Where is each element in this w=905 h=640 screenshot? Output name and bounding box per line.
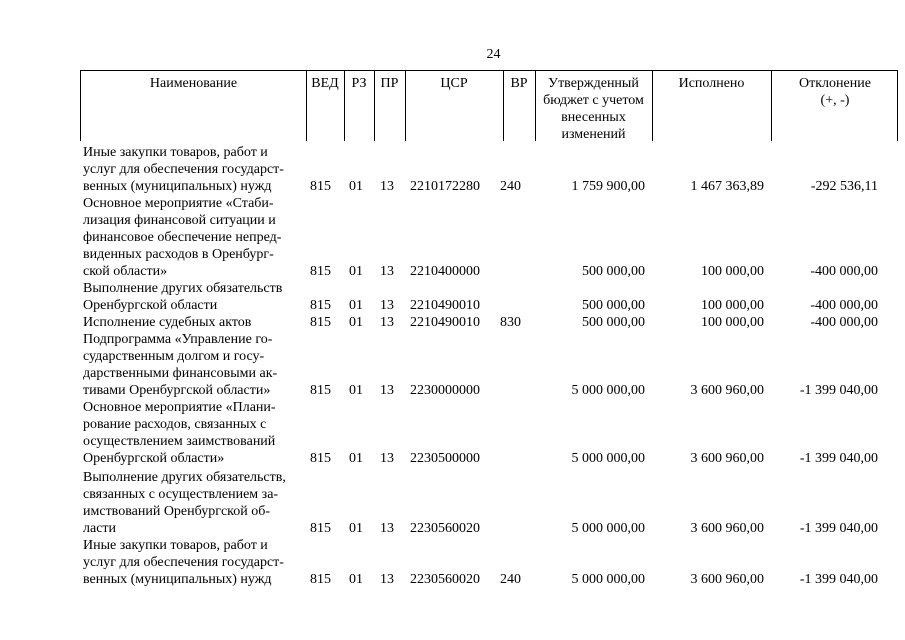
row-approved: 1 759 900,00 <box>571 179 645 194</box>
row-rz: 01 <box>349 315 363 330</box>
table-row <box>0 331 905 399</box>
row-ved: 815 <box>310 451 331 466</box>
row-name: Иные закупки товаров, работ и услуг для обеспечения государст- венных (муниципальных) нужд <box>83 145 284 194</box>
header-deviation: Отклонение (+, -) <box>799 76 871 108</box>
row-ved: 815 <box>310 298 331 313</box>
row-approved: 5 000 000,00 <box>571 383 645 398</box>
row-deviation: -1 399 040,00 <box>799 521 878 536</box>
row-ved: 815 <box>310 383 331 398</box>
row-csr: 2230560020 <box>410 572 480 587</box>
row-approved: 500 000,00 <box>582 315 645 330</box>
row-csr: 2210490010 <box>410 298 480 313</box>
row-approved: 5 000 000,00 <box>571 572 645 587</box>
header-csr: ЦСР <box>440 76 468 91</box>
row-csr: 2230560020 <box>410 521 480 536</box>
row-rz: 01 <box>349 264 363 279</box>
row-deviation: -1 399 040,00 <box>799 572 878 587</box>
row-executed: 3 600 960,00 <box>690 521 764 536</box>
row-ved: 815 <box>310 572 331 587</box>
header-pr: ПР <box>380 76 399 91</box>
header-ved: ВЕД <box>311 76 339 91</box>
row-pr: 13 <box>380 264 394 279</box>
table-row <box>0 144 905 195</box>
row-rz: 01 <box>349 298 363 313</box>
row-approved: 5 000 000,00 <box>571 451 645 466</box>
row-name: Подпрограмма «Управление го- сударственным долгом и госу- дарственными финансовыми ак- тивами Оренбургской области» <box>83 332 278 398</box>
row-executed: 100 000,00 <box>701 264 764 279</box>
row-rz: 01 <box>349 521 363 536</box>
row-vr: 830 <box>500 315 521 330</box>
header-rz: РЗ <box>351 76 367 91</box>
header-vr: ВР <box>510 76 528 91</box>
row-ved: 815 <box>310 179 331 194</box>
row-executed: 1 467 363,89 <box>690 179 764 194</box>
row-deviation: -400 000,00 <box>810 264 878 279</box>
header-executed: Исполнено <box>678 76 745 91</box>
table-row <box>0 399 905 467</box>
row-pr: 13 <box>380 451 394 466</box>
header-approved-budget: Утвержденный бюджет с учетом внесенных изменений <box>543 76 644 142</box>
table-row <box>0 195 905 280</box>
row-rz: 01 <box>349 383 363 398</box>
table-row <box>0 537 905 588</box>
row-name: Выполнение других обязательств Оренбургской области <box>83 281 283 313</box>
row-approved: 500 000,00 <box>582 264 645 279</box>
row-executed: 3 600 960,00 <box>690 572 764 587</box>
row-approved: 500 000,00 <box>582 298 645 313</box>
table-row <box>0 280 905 314</box>
row-name: Основное мероприятие «Плани- рование расходов, связанных с осуществлением заимствований Оренбургской области» <box>83 400 276 466</box>
row-name: Основное мероприятие «Стаби- лизация финансовой ситуации и финансовое обеспечение непред- виденных расходов в Оренбург- ской области» <box>83 196 282 279</box>
table-row <box>0 469 905 537</box>
table-header <box>80 70 898 141</box>
row-executed: 100 000,00 <box>701 315 764 330</box>
row-pr: 13 <box>380 298 394 313</box>
row-pr: 13 <box>380 179 394 194</box>
row-vr: 240 <box>500 572 521 587</box>
row-ved: 815 <box>310 264 331 279</box>
row-approved: 5 000 000,00 <box>571 521 645 536</box>
row-deviation: -1 399 040,00 <box>799 383 878 398</box>
row-rz: 01 <box>349 179 363 194</box>
row-csr: 2210400000 <box>410 264 480 279</box>
row-rz: 01 <box>349 451 363 466</box>
page-number: 24 <box>486 47 501 62</box>
row-executed: 3 600 960,00 <box>690 383 764 398</box>
row-name: Исполнение судебных актов <box>83 315 252 330</box>
table-row <box>0 314 905 331</box>
row-deviation: -400 000,00 <box>810 298 878 313</box>
row-ved: 815 <box>310 315 331 330</box>
row-csr: 2230000000 <box>410 383 480 398</box>
row-pr: 13 <box>380 315 394 330</box>
row-rz: 01 <box>349 572 363 587</box>
header-name: Наименование <box>149 76 238 91</box>
row-executed: 100 000,00 <box>701 298 764 313</box>
row-vr: 240 <box>500 179 521 194</box>
row-deviation: -400 000,00 <box>810 315 878 330</box>
row-name: Выполнение других обязательств, связанных с осуществлением за- имствований Оренбургской об- ласти <box>83 470 286 536</box>
row-name: Иные закупки товаров, работ и услуг для обеспечения государст- венных (муниципальных) нужд <box>83 538 284 587</box>
row-pr: 13 <box>380 521 394 536</box>
row-csr: 2230500000 <box>410 451 480 466</box>
row-csr: 2210172280 <box>410 179 480 194</box>
row-deviation: -1 399 040,00 <box>799 451 878 466</box>
row-deviation: -292 536,11 <box>810 179 878 194</box>
row-csr: 2210490010 <box>410 315 480 330</box>
row-pr: 13 <box>380 572 394 587</box>
row-pr: 13 <box>380 383 394 398</box>
row-ved: 815 <box>310 521 331 536</box>
row-executed: 3 600 960,00 <box>690 451 764 466</box>
